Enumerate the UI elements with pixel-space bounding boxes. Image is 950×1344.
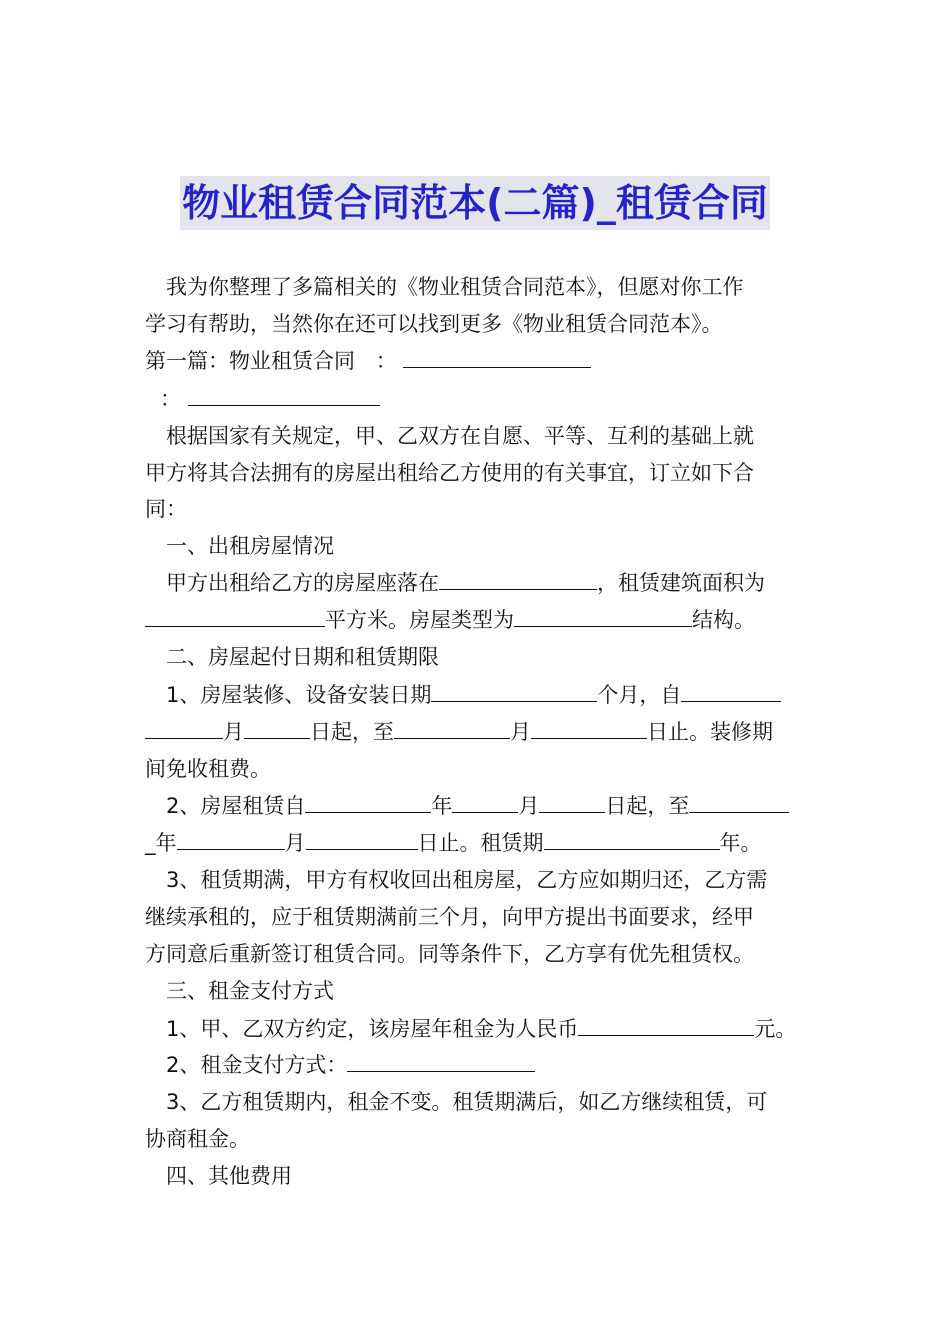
text: 2、房屋租赁自 — [166, 794, 306, 818]
fill-blank — [531, 716, 647, 739]
fill-blank — [544, 827, 720, 850]
fill-blank — [431, 679, 597, 702]
text: 四、其他费用 — [166, 1164, 292, 1188]
paragraph-line — [145, 458, 754, 488]
text: 月 — [223, 720, 244, 744]
paragraph-line — [166, 567, 765, 598]
text: 一、出租房屋情况 — [166, 534, 334, 558]
fill-blank — [514, 604, 692, 627]
paragraph-line — [166, 421, 754, 451]
text: 甲方将其合法拥有的房屋出租给乙方使用的有关事宜，订立如下合 — [145, 461, 754, 485]
text: 甲方出租给乙方的房屋座落在 — [166, 571, 439, 595]
section-heading-line — [145, 345, 591, 376]
subheading-line — [166, 531, 334, 561]
paragraph-line — [145, 716, 773, 747]
fill-blank — [539, 790, 605, 813]
fill-blank — [394, 716, 510, 739]
paragraph-line — [145, 827, 762, 858]
text: 月 — [518, 794, 540, 818]
text: 日止。租赁期 — [417, 831, 544, 855]
fill-blank — [689, 790, 789, 813]
text: 元。 — [754, 1017, 797, 1041]
paragraph-line — [145, 754, 271, 784]
subheading-line — [166, 976, 334, 1006]
subheading-line — [166, 642, 439, 672]
fill-blank — [305, 790, 431, 813]
text: 个月，自 — [597, 683, 682, 707]
fill-blank — [145, 716, 223, 739]
text: 方同意后重新签订租赁合同。同等条件下，乙方享有优先租赁权。 — [145, 942, 754, 966]
fill-blank — [177, 827, 285, 850]
text: 1、甲、乙双方约定，该房屋年租金为人民币 — [166, 1017, 579, 1041]
text: 日止。装修期 — [647, 720, 773, 744]
fill-blank — [403, 345, 591, 368]
text: 二、房屋起付日期和租赁期限 — [166, 645, 439, 669]
text: 3、租赁期满，甲方有权收回出租房屋，乙方应如期归还，乙方需 — [166, 868, 768, 892]
paragraph-line — [166, 865, 767, 895]
paragraph-line — [145, 604, 755, 635]
document-title-wrap — [0, 176, 950, 230]
text: 年。 — [719, 831, 762, 855]
fill-blank — [306, 827, 418, 850]
text: 月 — [510, 720, 531, 744]
text: 学习有帮助，当然你在还可以找到更多《物业租赁合同范本》。 — [145, 312, 723, 336]
paragraph-line — [166, 1013, 796, 1044]
paragraph-line — [160, 383, 380, 414]
paragraph-line — [166, 679, 781, 710]
text: 间免收租费。 — [145, 757, 271, 781]
fill-blank — [347, 1049, 535, 1072]
paragraph-line — [145, 494, 187, 524]
text: 日起，至 — [310, 720, 394, 744]
paragraph-line — [145, 309, 723, 339]
text: 同： — [145, 497, 187, 521]
text: 根据国家有关规定，甲、乙双方在自愿、平等、互利的基础上就 — [166, 424, 754, 448]
fill-blank — [244, 716, 310, 739]
fill-blank — [681, 679, 781, 702]
paragraph-line — [166, 272, 744, 302]
paragraph-line — [166, 1087, 767, 1117]
text: 日起，至 — [605, 794, 690, 818]
fill-blank — [188, 383, 380, 406]
fill-blank — [145, 604, 325, 627]
subheading-line — [166, 1161, 292, 1191]
text: 继续承租的，应于租赁期满前三个月，向甲方提出书面要求，经甲 — [145, 905, 754, 929]
text: 结构。 — [692, 608, 755, 632]
text: ： — [375, 349, 397, 373]
text: 第一篇：物业租赁合同 — [145, 349, 362, 373]
text: 1、房屋装修、设备安装日期 — [166, 683, 432, 707]
text: 平方米。房屋类型为 — [325, 608, 514, 632]
text: _年 — [145, 831, 177, 855]
fill-blank — [439, 567, 597, 590]
paragraph-line — [166, 1049, 535, 1080]
text: 3、乙方租赁期内，租金不变。租赁期满后，如乙方继续租赁，可 — [166, 1090, 768, 1114]
document-title: 物业租赁合同范本(二篇)_租赁合同 — [180, 176, 770, 230]
paragraph-line — [145, 902, 754, 932]
text: 我为你整理了多篇相关的《物业租赁合同范本》，但愿对你工作 — [166, 275, 744, 299]
text: 三、租金支付方式 — [166, 979, 334, 1003]
text: 2、租金支付方式： — [166, 1053, 348, 1077]
text: ，租赁建筑面积为 — [597, 571, 765, 595]
text: 月 — [284, 831, 306, 855]
text: ： — [160, 387, 181, 411]
paragraph-line — [145, 939, 754, 969]
text: 年 — [431, 794, 453, 818]
fill-blank — [452, 790, 518, 813]
fill-blank — [578, 1013, 754, 1036]
paragraph-line — [145, 1124, 250, 1154]
paragraph-line — [166, 790, 789, 821]
text: 协商租金。 — [145, 1127, 250, 1151]
